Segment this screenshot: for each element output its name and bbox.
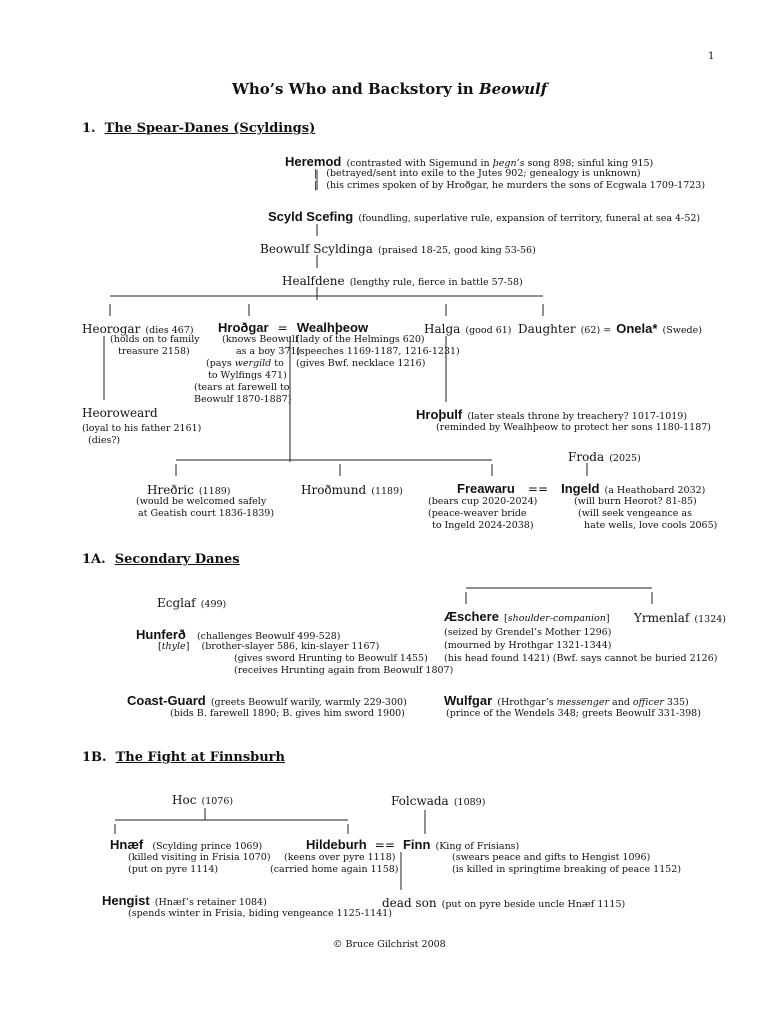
halga-note: (good 61) [465,325,512,336]
title-main: Who’s Who and Backstory in [232,80,479,98]
finn-detail-2: (is killed in springtime breaking of peace 1152) [452,864,682,875]
deadson-note: (put on pyre beside uncle Hnæf 1115) [441,899,626,910]
section-title: Secondary Danes [114,552,240,567]
hrothgar-detail-6: Beowulf 1870-1887) [194,394,292,405]
marriage-sign: == [527,482,549,496]
ecglaf-note: (499) [200,599,227,610]
ingeld-detail-2: (will seek vengeance as [578,508,692,519]
freawaru-name: Freawaru [457,481,515,496]
deadson-entry [382,894,625,910]
hildeburh-detail-1: (keens over pyre 1118) [284,852,396,863]
hengist-name: Hengist [102,893,150,908]
hunferth-detail-1: [thyle] (brother-slayer 586, kin-slayer 1167) [158,641,380,652]
hrothulf-entry [416,406,687,422]
hunferth-detail-3: (receives Hrunting again from Beowulf 1807) [234,665,454,676]
heremod-detail-2: | (his crimes spoken of by Hroðgar, he murders the sons of Ecgwala 1709-1723) [314,180,706,191]
folcwada-name: Folcwada [391,794,449,808]
heremod-note: (contrasted with Sigemund in þegn’s song 898; sinful king 915) [346,158,654,169]
hrothmund-name: Hroðmund [301,483,367,497]
freawaru-entry [457,480,705,496]
hrethric-note: (1189) [198,486,231,497]
daughter-entry [518,320,702,336]
hrothulf-detail: (reminded by Wealhþeow to protect her sons 1180-1187) [436,422,711,433]
heoroweard-detail-2: (dies?) [88,435,121,446]
hrothgar-detail-3: (pays wergild to [206,358,284,369]
wealhtheow-detail-3: (gives Bwf. necklace 1216) [296,358,426,369]
yrmenlaf-name: Yrmenlaf [634,611,690,625]
ecglaf-entry [157,594,226,610]
halga-entry [424,320,512,336]
page-title [232,82,547,97]
coastguard-note: (greets Beowulf warily, warmly 229-300) [210,697,407,708]
daughter-note: (62) = [580,325,612,336]
yrmenlaf-note: (1324) [694,614,726,625]
aeschere-entry [444,608,610,624]
heorogar-note: (dies 467) [145,325,194,336]
freawaru-detail-3: to Ingeld 2024-2038) [432,520,534,531]
hrothgar-entry [218,319,368,335]
folcwada-entry [391,792,485,808]
ingeld-detail-1: (will burn Heorot? 81-85) [574,496,697,507]
hengist-detail: (spends winter in Frisia, biding vengeance 1125-1141) [128,908,392,919]
aeschere-note: [shoulder-companion] [504,613,610,624]
scyld-entry [268,208,700,224]
heoroweard-detail-1: (loyal to his father 2161) [82,423,202,434]
hengist-entry [102,892,267,908]
heremod-entry [285,153,653,169]
hrothgar-detail-1: (knows Beowulf [222,334,299,345]
hildeburh-entry [306,836,519,852]
froda-note: (2025) [609,453,641,464]
heoroweard-name: Heoroweard [82,406,158,420]
hoc-note: (1076) [201,796,234,807]
hnaef-name: Hnæf [110,837,144,852]
coastguard-detail: (bids B. farewell 1890; B. gives him sword 1900) [170,708,405,719]
deadson-name: dead son [382,896,437,910]
froda-name: Froda [568,450,605,464]
hoc-entry [172,791,233,807]
wulfgar-entry [444,692,689,708]
section-number: 1. [82,121,96,136]
healfdene-entry [282,272,523,288]
section-title: The Spear-Danes (Scyldings) [104,121,316,136]
heremod-detail-1: | (betrayed/sent into exile to the Jutes 902; genealogy is unknown) [314,168,641,179]
healfdene-note: (lengthy rule, fierce in battle 57-58) [349,277,523,288]
hrothgar-detail-2: as a boy 371) [236,346,301,357]
beowulf-scyldinga-note: (praised 18-25, good king 53-56) [377,245,536,256]
section-number: 1A. [82,552,106,567]
onela-note: (Swede) [662,325,702,336]
hunferth-name: Hunferð [136,627,186,642]
healfdene-name: Healfdene [282,274,345,288]
ecglaf-name: Ecglaf [157,596,196,610]
marriage-sign: == [374,838,395,852]
hunferth-detail-2: (gives sword Hrunting to Beowulf 1455) [234,653,428,664]
section-1b-heading [82,751,285,764]
hrethric-entry [147,481,231,497]
hunferth-note: (challenges Beowulf 499-528) [196,631,341,642]
hunferth-entry [136,626,341,642]
section-number: 1B. [82,750,107,765]
freawaru-detail-2: (peace-weaver bride [428,508,527,519]
finn-note: (King of Frisians) [435,841,520,852]
hnaef-entry [110,836,262,852]
hrothmund-entry [301,481,403,497]
title-work: Beowulf [478,80,548,98]
marriage-sign: = [277,321,288,335]
coastguard-entry [127,692,407,708]
finn-detail-1: (swears peace and gifts to Hengist 1096) [452,852,651,863]
wulfgar-name: Wulfgar [444,693,493,708]
hrethric-detail-2: at Geatish court 1836-1839) [138,508,275,519]
hrothmund-note: (1189) [371,486,403,497]
hildeburh-name: Hildeburh [306,837,367,852]
wealhtheow-detail-1: (lady of the Helmings 620) [296,334,425,345]
hrothulf-note: (later steals throne by treachery? 1017-1019) [467,411,688,422]
section-1a-heading [82,553,240,566]
hrothgar-detail-4: to Wylfings 471) [208,370,287,381]
hnaef-detail-2: (put on pyre 1114) [128,864,219,875]
section-title: The Fight at Finnsburh [115,750,285,765]
beowulf-scyldinga-entry [260,240,536,256]
hrethric-detail-1: (would be welcomed safely [136,496,267,507]
heorogar-name: Heorogar [82,322,141,336]
scyld-name: Scyld Scefing [268,209,354,224]
beowulf-scyldinga-name: Beowulf Scyldinga [260,242,373,256]
yrmenlaf-entry [634,609,726,625]
aeschere-detail-2: (mourned by Hrothgar 1321-1344) [444,640,612,651]
aeschere-detail-3: (his head found 1421) (Bwf. says cannot be buried 2126) [444,653,718,664]
freawaru-detail-1: (bears cup 2020-2024) [428,496,538,507]
hrothgar-detail-5: (tears at farewell to [194,382,290,393]
ingeld-note: (a Heathobard 2032) [604,485,706,496]
hnaef-detail-1: (killed visiting in Frisia 1070) [128,852,271,863]
hnaef-note: (Scylding prince 1069) [152,841,263,852]
heorogar-detail-2: treasure 2158) [118,346,190,357]
finn-name: Finn [402,837,431,852]
hildeburh-detail-2: (carried home again 1158) [270,864,399,875]
wulfgar-note: (Hrothgar’s messenger and officer 335) [497,697,689,708]
wealhtheow-detail-2: (speeches 1169-1187, 1216-1231) [296,346,460,357]
wealhtheow-name: Wealhþeow [296,320,369,335]
wulfgar-detail: (prince of the Wendels 348; greets Beowulf 331-398) [446,708,701,719]
hrothulf-name: Hroþulf [416,407,463,422]
page-number: 1 [708,51,715,62]
ingeld-name: Ingeld [561,481,600,496]
section-1-heading [82,122,315,135]
hrothgar-name: Hroðgar [218,320,269,335]
coastguard-name: Coast-Guard [127,693,206,708]
scyld-note: (foundling, superlative rule, expansion of territory, funeral at sea 4-52) [358,213,701,224]
ingeld-detail-3: hate wells, love cools 2065) [584,520,718,531]
heremod-name: Heremod [285,154,342,169]
hrethric-name: Hreðric [147,483,194,497]
heorogar-detail-1: (holds on to family [110,334,200,345]
aeschere-name: Æschere [444,609,499,624]
folcwada-note: (1089) [453,797,486,808]
hoc-name: Hoc [172,793,197,807]
onela-name: Onela* [616,321,658,336]
copyright-footer: © Bruce Gilchrist 2008 [333,939,446,950]
froda-entry [568,448,641,464]
hengist-note: (Hnæf’s retainer 1084) [154,897,267,908]
daughter-name: Daughter [518,322,576,336]
halga-name: Halga [424,322,461,336]
aeschere-detail-1: (seized by Grendel’s Mother 1296) [444,627,612,638]
